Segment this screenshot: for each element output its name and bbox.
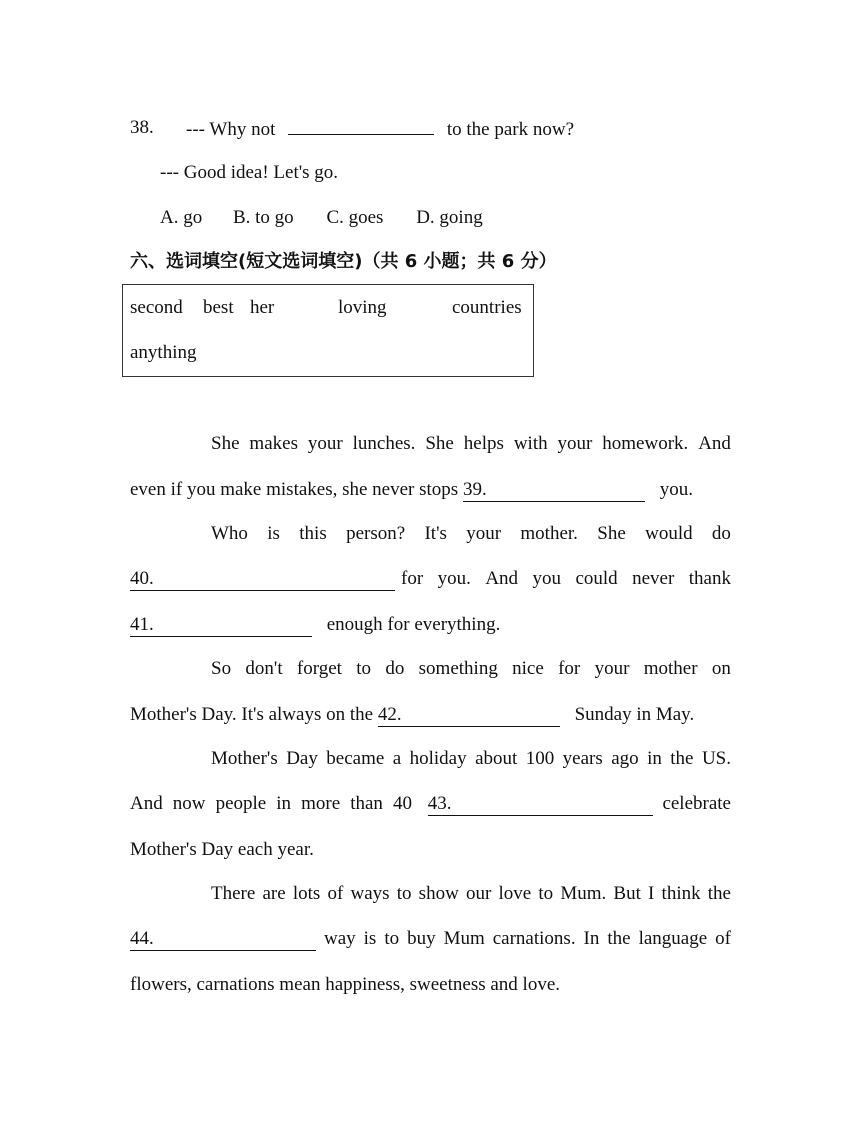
passage-word: Mother's: [211, 748, 278, 769]
passage-word: Mum.: [560, 883, 607, 904]
word-box-item-her: her: [250, 297, 275, 318]
q38-number: 38.: [130, 117, 154, 138]
passage-word: way: [324, 928, 356, 949]
passage-word: She: [597, 523, 626, 544]
passage-word: love: [498, 883, 532, 904]
passage-word: about: [475, 748, 518, 769]
passage-word: show: [418, 883, 459, 904]
passage-word: your: [594, 658, 630, 679]
passage-p3-line1: [211, 658, 731, 680]
passage-word: to: [384, 928, 400, 949]
q38-option-c[interactable]: C. goes: [326, 207, 384, 228]
passage-p4-line2: [130, 793, 731, 816]
passage-word: never: [632, 568, 675, 589]
passage-word-group: [130, 793, 412, 816]
q38-answer-blank[interactable]: [288, 116, 434, 135]
passage-word: years: [562, 748, 603, 769]
passage-word: became: [326, 748, 385, 769]
passage-word: on: [711, 658, 731, 679]
passage-word: Day: [286, 748, 318, 769]
passage-p5-line1: [211, 883, 731, 905]
blank-39[interactable]: 39.: [463, 479, 645, 502]
passage-word: is: [363, 928, 377, 949]
passage-word: would: [645, 523, 693, 544]
passage-word: makes: [249, 433, 298, 454]
passage-p2-line2: [130, 568, 731, 591]
passage-word: ago: [611, 748, 639, 769]
passage-word: your: [557, 433, 593, 454]
passage-word: holiday: [409, 748, 467, 769]
word-box-item-second: second: [130, 297, 183, 318]
passage-word: But: [613, 883, 641, 904]
word-box-item-loving: loving: [338, 297, 387, 318]
passage-word: buy: [407, 928, 436, 949]
passage-word: She: [211, 433, 240, 454]
word-box-item-best: best: [203, 297, 234, 318]
passage-p5-line2: [130, 928, 731, 951]
blank-41[interactable]: 41.: [130, 614, 312, 637]
passage-word: helps: [463, 433, 504, 454]
passage-word: this: [299, 523, 327, 544]
passage-word: Who: [211, 523, 248, 544]
passage-p1-line1: [211, 433, 731, 455]
passage-word: homework.: [602, 433, 689, 454]
blank-42[interactable]: 42.: [378, 704, 560, 727]
passage-word: our: [465, 883, 492, 904]
passage-word: She: [425, 433, 454, 454]
passage-word: you: [532, 568, 561, 589]
passage-word: person?: [346, 523, 406, 544]
passage-p2-line3: [130, 613, 500, 637]
blank-43[interactable]: 43.: [428, 793, 653, 816]
passage-word-group: [401, 568, 731, 591]
passage-word: the: [670, 748, 694, 769]
passage-word: are: [262, 883, 286, 904]
q38-prompt-start: --- Why not: [186, 119, 276, 140]
passage-word: than: [350, 793, 383, 814]
passage-word: is: [267, 523, 280, 544]
passage-word: with: [513, 433, 548, 454]
passage-text: Mother's Day. It's always on the: [130, 704, 374, 725]
passage-word: people: [215, 793, 267, 814]
q38-prompt-end: to the park now?: [446, 119, 575, 140]
passage-word-group: [324, 928, 731, 951]
passage-word: And: [485, 568, 519, 589]
passage-word: don't: [245, 658, 283, 679]
q38-option-a[interactable]: A. go: [160, 207, 203, 228]
passage-word: more: [301, 793, 341, 814]
passage-p4-line3: Mother's Day each year.: [130, 839, 314, 860]
passage-p2-line1: [211, 523, 731, 545]
blank-40[interactable]: 40.: [130, 568, 395, 591]
section-heading: 六、选词填空(短文选词填空)（共 6 小题；共 6 分）: [130, 251, 557, 272]
passage-word: to: [538, 883, 554, 904]
passage-word: And: [130, 793, 163, 814]
passage-text: you.: [659, 479, 693, 500]
passage-word: carnations.: [492, 928, 576, 949]
passage-p4-line1: [211, 748, 731, 770]
passage-word: forget: [296, 658, 342, 679]
passage-word: US.: [701, 748, 731, 769]
passage-word: I: [648, 883, 655, 904]
passage-word: mother: [643, 658, 698, 679]
passage-text: Sunday in May.: [574, 704, 695, 725]
passage-word: to: [396, 883, 412, 904]
passage-word: thank: [688, 568, 731, 589]
passage-text: celebrate: [662, 793, 731, 814]
passage-word: lunches.: [352, 433, 416, 454]
passage-word: your: [307, 433, 343, 454]
word-box: [122, 284, 534, 377]
passage-word: for: [558, 658, 581, 679]
blank-44[interactable]: 44.: [130, 928, 316, 951]
passage-word: in: [276, 793, 292, 814]
passage-word: It's: [424, 523, 447, 544]
passage-word: of: [715, 928, 731, 949]
passage-text: even if you make mistakes, she never stops: [130, 479, 459, 500]
q38-option-d[interactable]: D. going: [416, 207, 483, 228]
passage-word: Mum: [443, 928, 485, 949]
passage-word: you.: [437, 568, 471, 589]
passage-word: the: [707, 883, 731, 904]
passage-word: lots: [292, 883, 321, 904]
passage-word: do: [385, 658, 405, 679]
passage-word: 40: [392, 793, 412, 814]
passage-word: a: [392, 748, 402, 769]
passage-word: think: [661, 883, 701, 904]
q38-option-b[interactable]: B. to go: [232, 207, 294, 228]
q38-options: [160, 206, 483, 230]
q38-prompt: [186, 116, 574, 142]
passage-p1-line2: [130, 478, 693, 502]
passage-p3-line2: [130, 703, 694, 727]
passage-word: mother.: [520, 523, 578, 544]
passage-word: ways: [350, 883, 390, 904]
q38-reply: --- Good idea! Let's go.: [160, 162, 339, 183]
passage-word: for: [401, 568, 424, 589]
passage-word: now: [172, 793, 206, 814]
passage-word: of: [327, 883, 344, 904]
passage-text: enough for everything.: [326, 614, 501, 635]
passage-word: your: [466, 523, 502, 544]
passage-word: There: [211, 883, 256, 904]
passage-word: nice: [512, 658, 544, 679]
passage-p5-line3: flowers, carnations mean happiness, sweetness and love.: [130, 974, 561, 995]
word-box-item-anything: anything: [130, 342, 197, 363]
passage-word: something: [418, 658, 498, 679]
passage-word: 100: [525, 748, 555, 769]
passage-word: language: [638, 928, 708, 949]
passage-word: In: [583, 928, 600, 949]
passage-word: the: [607, 928, 631, 949]
passage-word: So: [211, 658, 232, 679]
passage-word: do: [711, 523, 731, 544]
passage-word: And: [698, 433, 731, 454]
passage-word: to: [356, 658, 372, 679]
passage-word: could: [575, 568, 618, 589]
word-box-item-countries: countries: [452, 297, 522, 318]
passage-word: in: [647, 748, 662, 769]
